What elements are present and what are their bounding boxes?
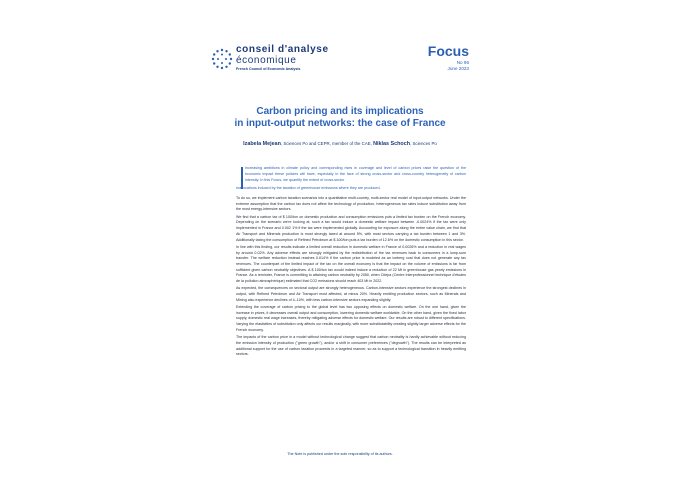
footnote: The Note is published under the sole responsibility of its authors.	[287, 452, 393, 456]
page-title	[210, 106, 470, 130]
title-line-2: in input-output networks: the case of France	[234, 118, 446, 129]
paragraph: Extending the coverage of carbon pricing to the global level has two opposing effects on domestic welfare. On the one hand, given the increase in prices, it decreases overall output and consumption, lowering domestic welfare worldwide. On the other hand, given the fixed labor supply, domestic real wage increases, thereby mitigating adverse effects for domestic welfare. Our results are robust to different specifications. Varying the elasticities of substitution only affects our results marginally, with more substitutability creating slightly larger adverse effects for the French economy.	[236, 305, 466, 332]
paragraph: The impacts of the carbon price in a model without technological change suggest that carbon neutrality is hardly achievable without reducing the emission intensity of production ("green growth"), and/or a shift in consumer preferences ("degrowth"). The results can be interpreted as additional support for the use of carbon taxation proceeds in a targeted manner, so as to support a technological transition in heavily emitting sectors.	[236, 335, 466, 357]
title-line-1: Carbon pricing and its implications	[256, 106, 424, 117]
paragraph: As expected, the consequences on sectoral output are strongly heterogeneous. Carbon-intensive sectors experience the strongest declines in output, with Refined Petroleum and Air Transport most affected, at minus 20%. Heavily emitting production sectors, such as Minerals and Mining also experience declines of 4–10%, with less carbon-intensive sectors expanding slightly.	[236, 286, 466, 302]
brand-name-2: économique	[236, 55, 297, 66]
brand-name: conseil d'analyse	[236, 44, 329, 55]
author-1-affiliation: , Sciences Po and CEPR, member of the CAE,	[280, 141, 374, 146]
issue-date: June 2023	[447, 66, 469, 71]
paragraph: In line with this finding, our results indicate a limited overall reduction in domestic welfare in France of 0.0026% and a reduction in real wages by around 0.02%. Any adverse effects are strongly mitigated by the redistribution of the tax revenues back to consumers in a lump-sum transfer. The welfare reduction instead reaches 0.014% if the carbon price is modeled as an iceberg cost that does not generate any tax revenues. The counterpart of the limited impact of the tax on the overall economy is that the impact on the volume of emissions is far from sufficient given carbon neutrality objectives. A $ 100/ton tax would indeed induce a reduction of 22 Mt in greenhouse gas yearly emissions in France. As a reminder, France is committing to attaining carbon neutrality by 2050, when Citepa (Centre interprofessionnel technique d'études de la pollution atmosphérique) estimated that CO2 emissions should reach 403 Mt in 2022.	[236, 244, 466, 284]
cae-dots-logo-icon	[211, 48, 233, 70]
paragraph: To do so, we implement carbon taxation scenarios into a quantitative multi-country, multi-sector real model of input-output networks. Under the extreme assumption that the carbon tax does not affect the technology of production, heterogeneous tax rates induce substitution away from the most energy-intensive sectors.	[236, 196, 466, 212]
author-2-affiliation: , Sciences Po	[410, 141, 437, 146]
brand-subtitle: French Council of Economic Analysis	[236, 67, 301, 71]
body-text	[236, 196, 466, 360]
author-2: Niklas Schoch	[373, 141, 410, 147]
focus-block	[428, 44, 469, 72]
brand-block	[236, 45, 329, 72]
abstract-tail: reallocations induced by the taxation of greenhouse emissions where they are produced.	[236, 186, 381, 190]
authors	[210, 141, 470, 147]
abstract: Increasing ambitions in climate policy and corresponding rises in coverage and level of carbon prices raise the question of the economic impact these policies will have, especially in the face of strong cross-sector and cross-country heterogeneity of carbon intensity. In this Focus, we quantify the extent of cross-sector	[245, 166, 466, 182]
issue-number: No 96	[456, 60, 469, 65]
paragraph: We find that a carbon tax of $ 100/ton on domestic production and consumption emissions puts a limited tax burden on the French economy. Depending on the scenario we're looking at, such a tax would induce a domestic welfare impact between -0.0024% if the tax were only implemented in France and 0.002 1% if the tax were implemented globally. Accounting for exposure along the entire value chain, we find that Air Transport and Minerals production is most strongly taxed at around 5%, with most sectors carrying a tax burden between 1 and 3%. Additionally taxing the consumption of Refined Petroleum at $ 100/ton puts a tax burden of 12.6% on the domestic consumption in this sector.	[236, 214, 466, 242]
author-1: Izabela Mejean	[243, 141, 281, 147]
focus-label: Focus	[427, 43, 469, 59]
